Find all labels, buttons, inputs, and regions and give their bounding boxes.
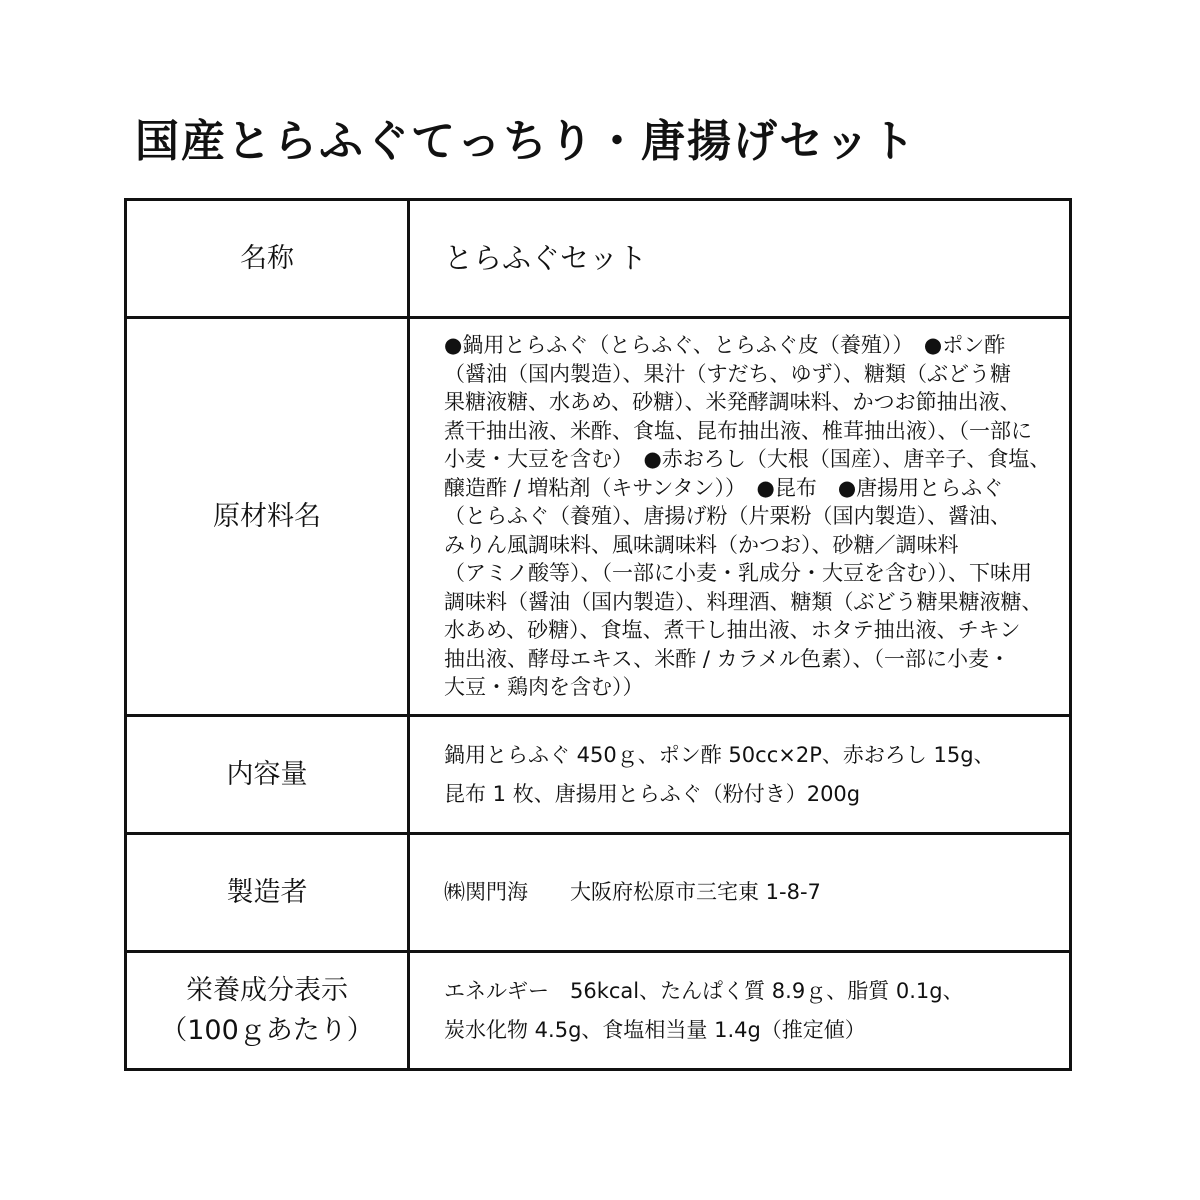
contents-line: 昆布 1 枚、唐揚用とらふぐ（粉付き）200g xyxy=(444,781,861,806)
ingredients-line: 小麦・大豆を含む） ●赤おろし（大根（国産）、唐辛子、食塩、 xyxy=(444,447,1051,472)
ingredients-line: （醤油（国内製造）、果汁（すだち、ゆず）、糖類（ぶどう糖 xyxy=(444,361,1011,386)
nutrition-line: 炭水化物 4.5g、食塩相当量 1.4g（推定値） xyxy=(444,1017,866,1042)
contents-value xyxy=(409,716,1071,834)
table-row-contents xyxy=(126,716,1071,834)
ingredients-line: 醸造酢 / 増粘剤（キサンタン）） ●昆布 ●唐揚用とらふぐ xyxy=(444,475,1004,500)
ingredients-line: 水あめ、砂糖）、食塩、煮干し抽出液、ホタテ抽出液、チキン xyxy=(444,618,1021,643)
maker-value: ㈱関門海 大阪府松原市三宅東 1-8-7 xyxy=(409,834,1071,952)
table-row-name xyxy=(126,200,1071,318)
name-value: とらふぐセット xyxy=(409,200,1071,318)
ingredients-value xyxy=(409,318,1071,716)
nutrition-label-line: 栄養成分表示 xyxy=(186,974,348,1006)
page-title: 国産とらふぐてっちり・唐揚げセット xyxy=(135,116,917,167)
nutrition-label-line: （100ｇあたり） xyxy=(160,1014,374,1046)
ingredients-line: みりん風調味料、風味調味料（かつお）、砂糖／調味料 xyxy=(444,532,959,557)
table-row-maker xyxy=(126,834,1071,952)
contents-label: 内容量 xyxy=(126,716,409,834)
ingredients-line: 大豆・鶏肉を含む）） xyxy=(444,675,644,700)
ingredients-line: （とらふぐ（養殖）、唐揚げ粉（片栗粉（国内製造）、醤油、 xyxy=(444,504,1011,529)
ingredients-line: ●鍋用とらふぐ（とらふぐ、とらふぐ皮（養殖）） ●ポン酢 xyxy=(444,333,1006,358)
product-spec-table xyxy=(124,198,1072,1071)
table-row-nutrition xyxy=(126,952,1071,1070)
contents-line: 鍋用とらふぐ 450ｇ、ポン酢 50cc×2P、赤おろし 15g、 xyxy=(444,742,995,767)
nutrition-value xyxy=(409,952,1071,1070)
ingredients-line: 抽出液、酵母エキス、米酢 / カラメル色素）、（一部に小麦・ xyxy=(444,646,1011,671)
ingredients-line: 煮干抽出液、米酢、食塩、昆布抽出液、椎茸抽出液）、（一部に xyxy=(444,418,1032,443)
table-row-ingredients xyxy=(126,318,1071,716)
ingredients-line: 果糖液糖、水あめ、砂糖）、米発酵調味料、かつお節抽出液、 xyxy=(444,390,1021,415)
name-label: 名称 xyxy=(126,200,409,318)
maker-label: 製造者 xyxy=(126,834,409,952)
ingredients-label: 原材料名 xyxy=(126,318,409,716)
ingredients-line: （アミノ酸等）、（一部に小麦・乳成分・大豆を含む））、下味用 xyxy=(444,561,1032,586)
nutrition-label xyxy=(126,952,409,1070)
ingredients-line: 調味料（醤油（国内製造）、料理酒、糖類（ぶどう糖果糖液糖、 xyxy=(444,589,1043,614)
nutrition-line: エネルギー 56kcal、たんぱく質 8.9ｇ、脂質 0.1g、 xyxy=(444,978,964,1003)
